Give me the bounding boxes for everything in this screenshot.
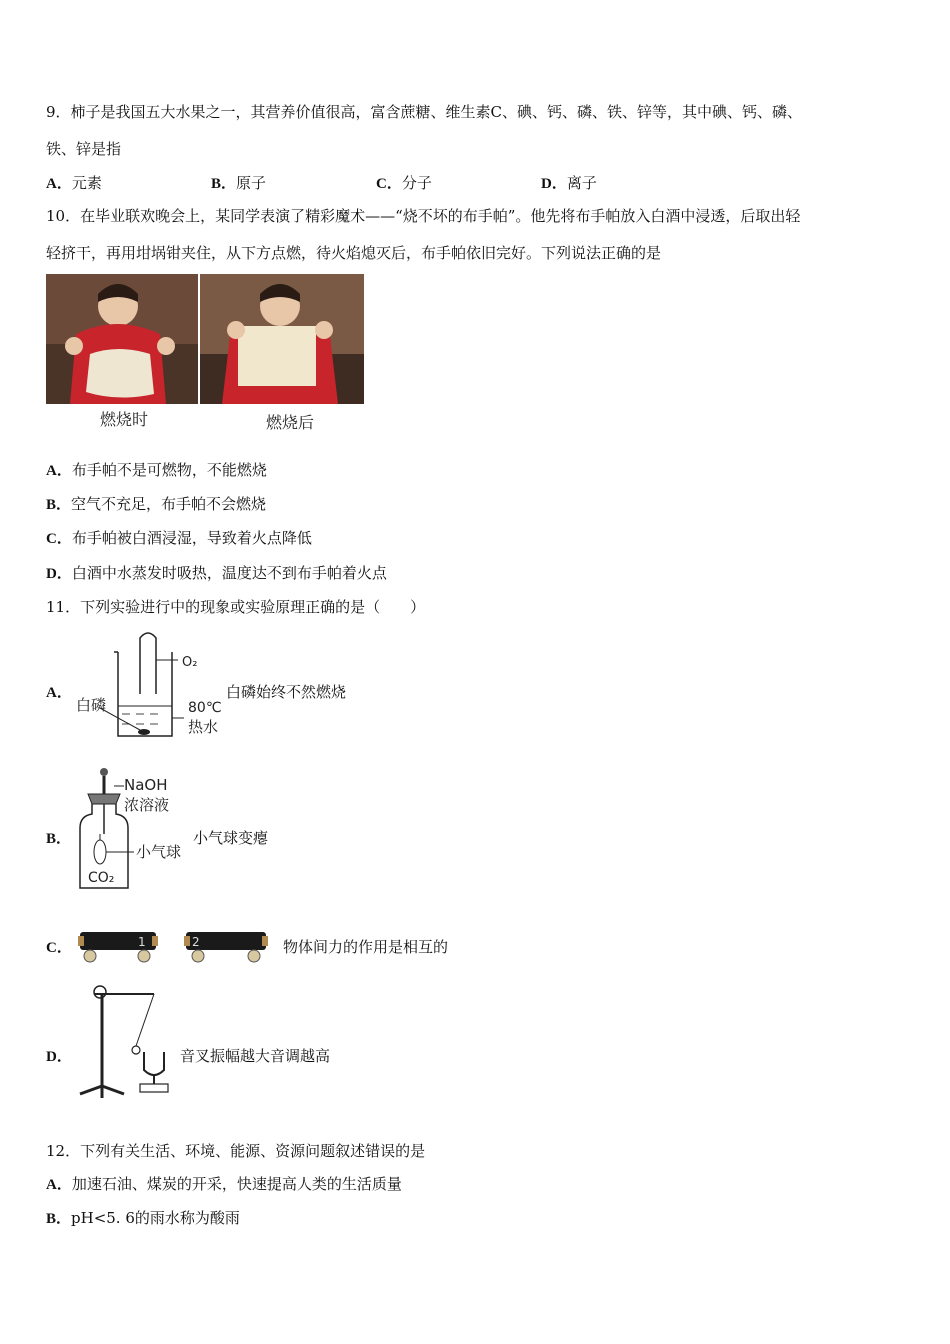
- q11-option-b-letter: B．: [46, 831, 72, 847]
- q9-option-b: B．原子: [211, 174, 267, 192]
- q10-photo-svg: [46, 274, 364, 434]
- label-hot-water: 热水: [188, 718, 219, 736]
- q9-option-a: A．元素: [46, 174, 102, 192]
- q10-stem-line1: 10．在毕业联欢晚会上，某同学表演了精彩魔术——“烧不坏的布手帕”。他先将布手帕放入白酒中浸透，后取出轻: [46, 207, 801, 225]
- cart-1: [78, 932, 158, 962]
- label-o2: O₂: [182, 655, 198, 670]
- q11-a-figure: [70, 628, 226, 744]
- q10-option-c: C．布手帕被白酒浸湿，导致着火点降低: [46, 529, 312, 547]
- q12-option-b: B．pH<5. 6的雨水称为酸雨: [46, 1209, 240, 1227]
- q10-option-d: D．白酒中水蒸发时吸热，温度达不到布手帕着火点: [46, 564, 387, 582]
- q9-option-c: C．分子: [376, 174, 432, 192]
- q10-stem-line2: 轻挤干，再用坩埚钳夹住，从下方点燃，待火焰熄灭后，布手帕依旧完好。下列说法正确的是: [46, 244, 662, 262]
- caption-burning: 燃烧时: [99, 410, 149, 429]
- q11-c-figure: [76, 924, 272, 966]
- q11-option-d-text: 音叉振幅越大音调越高: [180, 1047, 331, 1065]
- label-white-phosphorus: 白磷: [76, 696, 107, 714]
- tuning-fork-diagram: [74, 980, 178, 1102]
- photo-after: [200, 274, 364, 404]
- cart-1-label: 1: [138, 935, 146, 949]
- label-80c: 80℃: [188, 700, 222, 716]
- q11-option-d-letter: D．: [46, 1049, 72, 1065]
- cart-2: [184, 932, 268, 962]
- q9-option-d: D．离子: [541, 174, 597, 192]
- q11-option-a-text: 白磷始终不然燃烧: [226, 683, 347, 701]
- label-naoh: NaOH: [124, 776, 168, 794]
- q11-stem: 11．下列实验进行中的现象或实验原理正确的是（ ）: [46, 598, 426, 616]
- photo-burning: [46, 274, 198, 404]
- q9-stem-line1: 9．柿子是我国五大水果之一，其营养价值很高，富含蔗糖、维生素C、碘、钙、磷、铁、锌等，其中碘、钙、磷、: [46, 103, 803, 121]
- q11-option-a-letter: A．: [46, 685, 72, 701]
- beaker-diagram: [70, 628, 226, 744]
- carts-diagram: [76, 924, 272, 966]
- label-small-balloon: 小气球: [136, 843, 182, 861]
- q12-stem: 12．下列有关生活、环境、能源、资源问题叙述错误的是: [46, 1142, 426, 1160]
- label-concentrated-solution: 浓溶液: [124, 796, 170, 814]
- q11-option-b-text: 小气球变瘪: [193, 829, 269, 847]
- q9-stem-line2: 铁、锌是指: [46, 140, 122, 158]
- q12-option-a: A．加速石油、煤炭的开采，快速提高人类的生活质量: [46, 1175, 402, 1193]
- q10-option-b: B．空气不充足，布手帕不会燃烧: [46, 495, 267, 513]
- q10-option-a: A．布手帕不是可燃物，不能燃烧: [46, 461, 267, 479]
- q11-d-figure: [74, 980, 178, 1102]
- q11-option-c-text: 物体间力的作用是相互的: [283, 938, 449, 956]
- q11-b-figure: [70, 764, 192, 892]
- label-co2: CO₂: [88, 870, 115, 886]
- bottle-diagram: [70, 764, 192, 892]
- cart-2-label: 2: [192, 935, 200, 949]
- q11-option-c-letter: C．: [46, 940, 72, 956]
- caption-after: 燃烧后: [265, 413, 315, 432]
- q10-photo-figure: [46, 274, 364, 434]
